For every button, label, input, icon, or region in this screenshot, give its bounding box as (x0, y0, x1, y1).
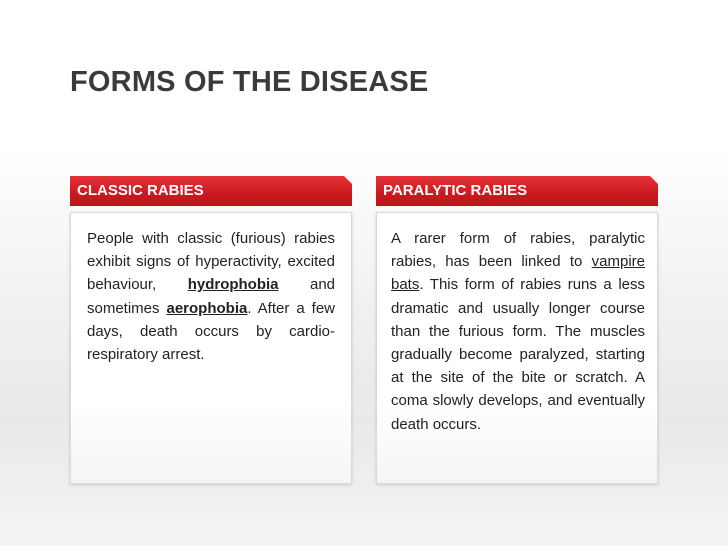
aerophobia-link[interactable]: aerophobia (166, 299, 248, 317)
classic-rabies-header: CLASSIC RABIES (70, 176, 352, 206)
slide-title: FORMS OF THE DISEASE (70, 66, 429, 98)
paralytic-rabies-panel (376, 212, 658, 484)
classic-rabies-description (87, 227, 335, 366)
classic-text-mid: and sometimes (87, 276, 335, 317)
classic-rabies-panel (70, 212, 352, 484)
classic-rabies-column (70, 176, 352, 484)
classic-text-before: People with classic (furious) rabies exhibit signs of hyperactivity, excited behaviour, (87, 230, 335, 294)
hydrophobia-link[interactable]: hydrophobia (187, 276, 279, 294)
paralytic-rabies-column (376, 176, 658, 484)
classic-text-after: . After a few days, death occurs by cardio-respiratory arrest. (87, 299, 335, 364)
paralytic-text-after: . This form of rabies runs a less dramatic and usually longer course than the furious form. The muscles gradually become paralyzed, starting at the site of the bite or scratch. A coma slowly develops, and eventually death occurs. (391, 276, 645, 433)
paralytic-rabies-header: PARALYTIC RABIES (376, 176, 658, 206)
paralytic-text-before: A rarer form of rabies, paralytic rabies, has been linked to (391, 230, 645, 271)
paralytic-rabies-description (391, 227, 645, 436)
vampire-bats-link[interactable]: vampire bats (391, 253, 645, 294)
